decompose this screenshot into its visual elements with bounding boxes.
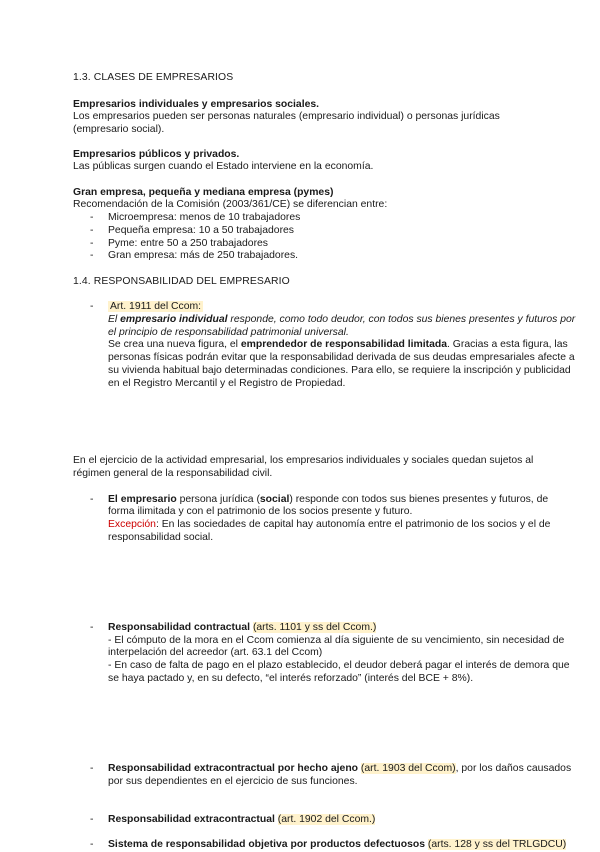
regime-ref: (arts. 1101 y ss del Ccom.) [252,621,377,633]
heading-individual-social: Empresarios individuales y empresarios sociales. [73,99,320,110]
text-run: responde, como todo deudor, con todos sus bienes presentes y futuros por el principio de responsabilidad patrimonial universal. [108,313,576,338]
regime-subpoint: - En caso de falta de pago en el plazo establecido, el deudor deberá pagar el interés de demora que se haya pactado y, en su defecto, “el interés reforzado” (interés del BCE + 8%). [108,660,570,684]
paragraph-public-private: Las públicas surgen cuando el Estado interviene en la economía. [73,161,374,172]
regime-item-vicarious [73,763,576,789]
section-title-1-4: 1.4. RESPONSABILIDAD DEL EMPRESARIO [73,276,290,287]
exception-label: Excepción [108,519,156,531]
paragraph-general-regime: En el ejercicio de la actividad empresarial, los empresarios individuales y sociales quedan sujetos al régimen general de la responsabilidad civil. [73,455,534,479]
heading-public-private: Empresarios públicos y privados. [73,149,240,160]
text-run: . Gracias a esta figura, las personas físicas podrán evitar que la responsabilidad derivada de sus deudas empresariales afecte a su vivienda habitual bajo determinadas condiciones. Para ello, se requiere la inscripción y publicidad en el Registro Mercantil y el Registro de Propiedad. [108,339,575,389]
dash-marker: - [90,493,94,505]
text-run: El [108,313,121,325]
dash-marker: - [90,762,94,774]
article-1911-ref: Art. 1911 del Ccom: [110,301,202,312]
section-title-1-3: 1.3. CLASES DE EMPRESARIOS [73,72,234,83]
document-page [73,0,576,851]
text-run-bold: El empresario [108,493,177,505]
dash-marker: - [90,814,94,826]
paragraph-company-size-intro: Recomendación de la Comisión (2003/361/CE) se diferencian entre: [73,199,388,210]
heading-company-size: Gran empresa, pequeña y mediana empresa (pymes) [73,187,334,198]
dash-marker: - [90,301,94,312]
list-item: - Pyme: entre 50 a 250 trabajadores [73,238,541,251]
company-size-list [73,212,541,263]
paragraph-individual-social: Los empresarios pueden ser personas naturales (empresario individual) o personas jurídicas (empresario social). [73,111,500,135]
responsibility-item-individual [73,301,576,391]
regime-tail: , por los daños causados por sus dependientes en el ejercicio de sus funciones. [108,762,572,787]
regime-title: Sistema de responsabilidad objetiva por productos defectuosos [108,839,425,851]
paragraph-social-liability [108,494,576,520]
text-run-bold: empresario individual [120,313,228,325]
regime-item-contractual [73,622,576,686]
regime-ref: (arts. 128 y ss del TRLGDCU) [427,839,567,851]
regime-title: Responsabilidad contractual [108,621,251,633]
regime-item-extracontractual [73,814,576,827]
regime-ref: (art. 1903 del Ccom) [360,762,456,774]
list-item: - Microempresa: menos de 10 trabajadores [73,212,541,225]
regime-ref: (art. 1902 del Ccom.) [277,814,376,826]
regime-item-products [73,839,576,852]
text-run: ) responde con todos sus bienes presentes y futuros, de forma ilimitada y con el patrimonio de los socios presente y futuro. [108,493,549,518]
regime-title: Responsabilidad extracontractual por hecho ajeno [108,762,359,774]
text-run-bold: social [259,493,290,505]
paragraph-limited-entrepreneur [108,339,576,390]
text-run: Se crea una nueva figura, el [108,339,241,351]
text-run: persona jurídica ( [176,493,260,505]
regime-subpoint: - El cómputo de la mora en el Ccom comienza al día siguiente de su vencimiento, sin necesidad de interpelación del acreedor (art. 63.1 del Ccom) [108,634,565,659]
paragraph-individual-liability [108,314,576,340]
dash-marker: - [90,839,94,851]
responsibility-item-social [73,494,576,545]
text-run-bold: emprendedor de responsabilidad limitada [240,339,447,351]
paragraph-exception [108,519,576,545]
regime-title: Responsabilidad extracontractual [108,814,275,826]
list-item: - Pequeña empresa: 10 a 50 trabajadores [73,225,541,238]
text-run: : En las sociedades de capital hay autonomía entre el patrimonio de los socios y el de responsabilidad social. [108,519,551,543]
dash-marker: - [90,621,94,633]
list-item: - Gran empresa: más de 250 trabajadores. [73,250,541,263]
